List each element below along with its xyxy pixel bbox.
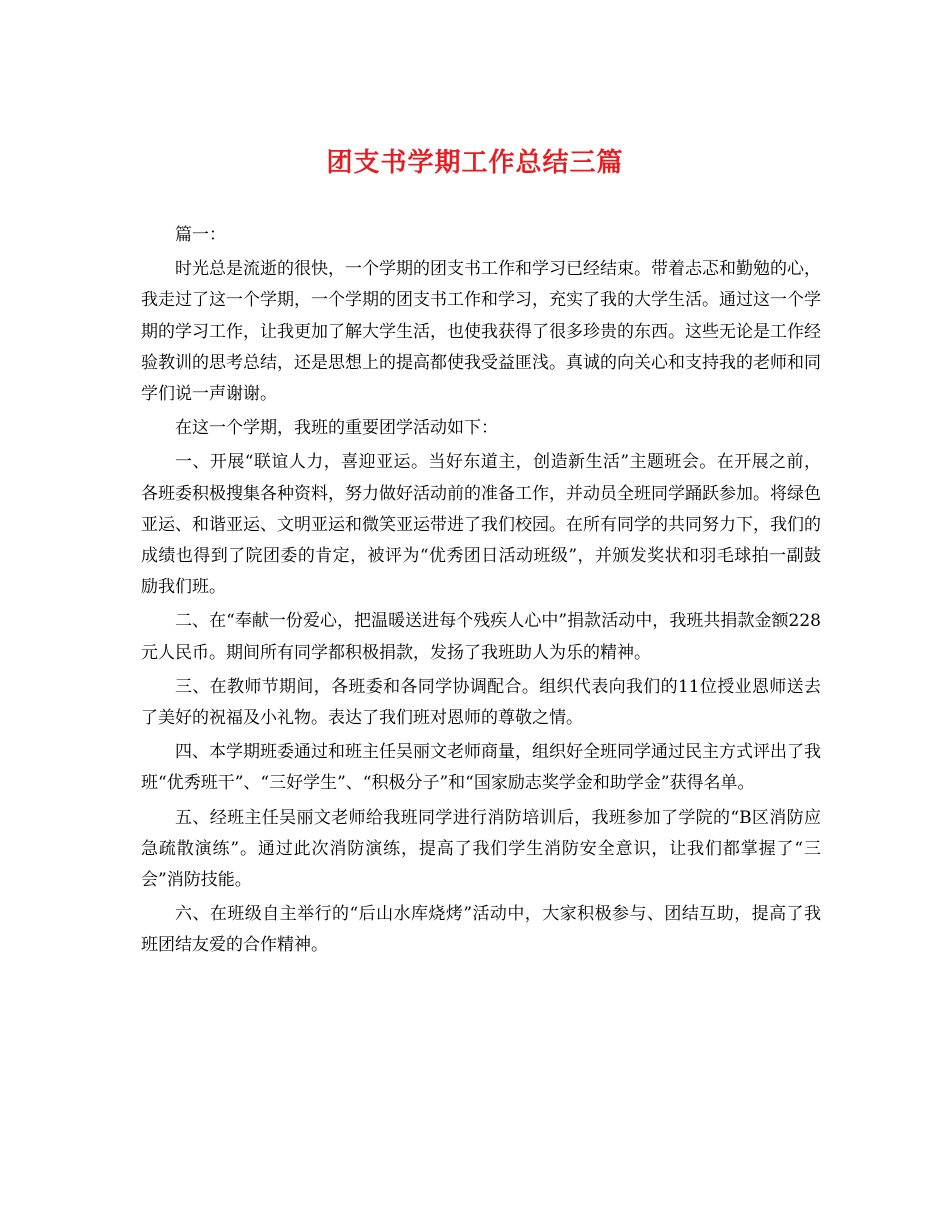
paragraph-item-6: 六、在班级自主举行的“后山水库烧烤”活动中，大家积极参与、团结互助，提高了我班团结友爱的合作精神。 <box>141 904 821 956</box>
paragraph-item-1: 一、开展“联谊人力，喜迎亚运。当好东道主，创造新生活”主题班会。在开展之前，各班委积极搜集各种资料，努力做好活动前的准备工作，并动员全班同学踊跃参加。将绿色亚运、和谐亚运、文明亚运和微笑亚运带进了我们校园。在所有同学的共同努力下，我们的成绩也得到了院团委的肯定，被评为“优秀团日活动班级”，并颁发奖状和羽毛球拍一副鼓励我们班。 <box>141 452 821 598</box>
section-heading: 篇一： <box>175 225 226 245</box>
paragraph-intro: 时光总是流逝的很快，一个学期的团支书工作和学习已经结束。带着忐忑和勤勉的心，我走过了这一个学期，一个学期的团支书工作和学习，充实了我的大学生活。通过这一个学期的学习工作，让我更加了解大学生活，也使我获得了很多珍贵的东西。这些无论是工作经验教训的思考总结，还是思想上的提高都使我受益匪浅。真诚的向关心和支持我的老师和同学们说一声谢谢。 <box>141 259 821 405</box>
paragraph-item-4: 四、本学期班委通过和班主任吴丽文老师商量，组织好全班同学通过民主方式评出了我班“优秀班干”、“三好学生”、“积极分子”和“国家励志奖学金和助学金”获得名单。 <box>141 742 821 794</box>
paragraph-item-5: 五、经班主任吴丽文老师给我班同学进行消防培训后，我班参加了学院的“B区消防应急疏散演练”。通过此次消防演练，提高了我们学生消防安全意识，让我们都掌握了“三会”消防技能。 <box>141 807 821 891</box>
paragraph-item-2: 二、在“奉献一份爱心，把温暖送进每个残疾人心中”捐款活动中，我班共捐款金额228元人民币。期间所有同学都积极捐款，发扬了我班助人为乐的精神。 <box>141 611 821 663</box>
paragraph-item-3: 三、在教师节期间，各班委和各同学协调配合。组织代表向我们的11位授业恩师送去了美好的祝福及小礼物。表达了我们班对恩师的尊敬之情。 <box>141 676 821 729</box>
paragraph-activities-intro: 在这一个学期，我班的重要团学活动如下： <box>175 418 498 439</box>
document-title: 团支书学期工作总结三篇 <box>326 148 624 178</box>
document-body <box>141 220 821 965</box>
